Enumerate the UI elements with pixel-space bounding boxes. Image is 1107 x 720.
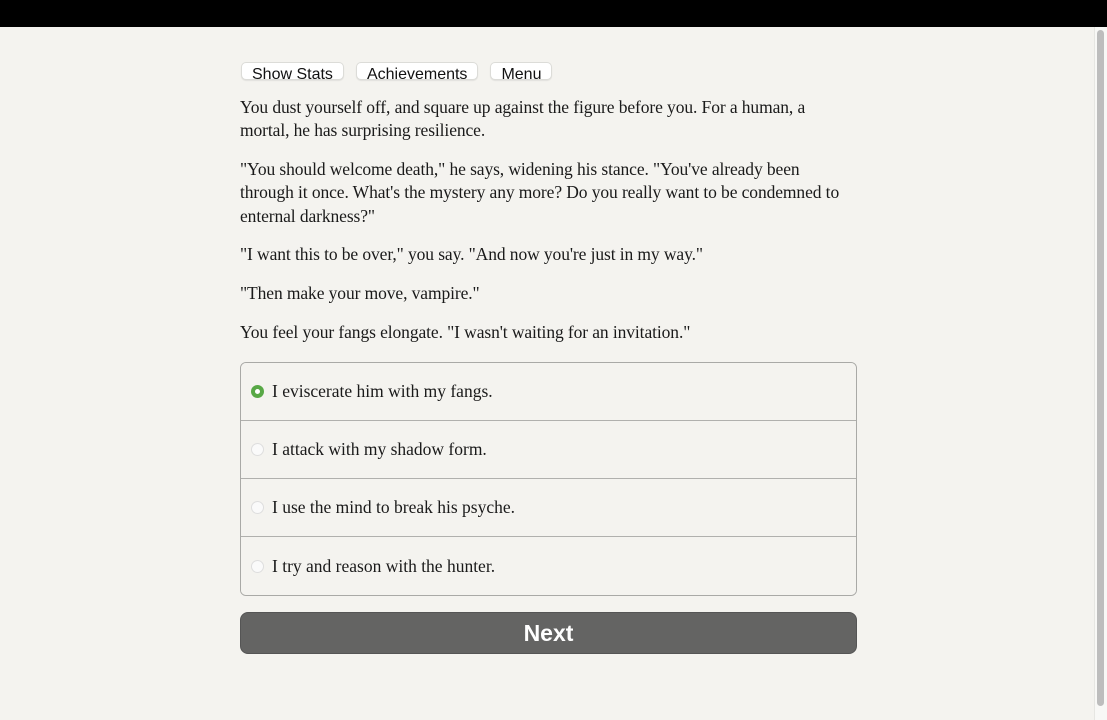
- achievements-button[interactable]: Achievements: [356, 62, 479, 80]
- scrollbar-thumb[interactable]: [1097, 30, 1104, 706]
- choice-option[interactable]: [241, 537, 856, 595]
- radio-unselected-icon[interactable]: [251, 560, 264, 573]
- top-black-bar: [0, 0, 1107, 27]
- toolbar: [241, 62, 856, 83]
- story-paragraph: "I want this to be over," you say. "And now you're just in my way.": [240, 244, 703, 265]
- story-paragraph: "You should welcome death," he says, widening his stance. "You've already been through it once. What's the mystery any more? Do you really want to be condemned to enternal darkness?": [240, 159, 840, 226]
- game-page: [240, 62, 856, 654]
- story-paragraph: You feel your fangs elongate. "I wasn't waiting for an invitation.": [240, 322, 691, 343]
- next-button[interactable]: Next: [240, 612, 857, 654]
- menu-button[interactable]: Menu: [490, 62, 552, 80]
- story-paragraph: You dust yourself off, and square up against the figure before you. For a human, a mortal, he has surprising resilience.: [240, 97, 806, 141]
- radio-unselected-icon[interactable]: [251, 443, 264, 456]
- choice-label: I try and reason with the hunter.: [272, 555, 496, 576]
- story-text: [240, 96, 856, 344]
- choice-option[interactable]: [241, 363, 856, 421]
- radio-selected-icon[interactable]: [251, 385, 264, 398]
- radio-unselected-icon[interactable]: [251, 501, 264, 514]
- show-stats-button[interactable]: Show Stats: [241, 62, 344, 80]
- choice-label: I eviscerate him with my fangs.: [272, 381, 493, 402]
- choice-option[interactable]: [241, 421, 856, 479]
- story-paragraph: "Then make your move, vampire.": [240, 283, 480, 304]
- choice-option[interactable]: [241, 479, 856, 537]
- choice-label: I attack with my shadow form.: [272, 439, 487, 460]
- choice-list: [240, 362, 857, 596]
- choice-label: I use the mind to break his psyche.: [272, 497, 516, 518]
